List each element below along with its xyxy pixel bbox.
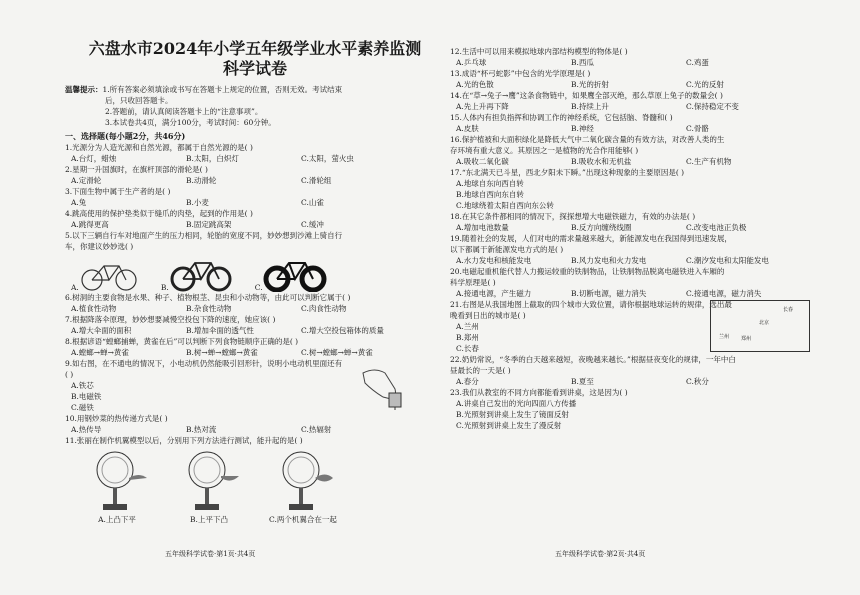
option: C.光照射到讲桌上发生了漫反射 xyxy=(456,421,562,430)
option: B.光的折射 xyxy=(571,80,609,89)
option: C.潮汐发电和太阳能发电 xyxy=(686,256,769,265)
bike-b xyxy=(161,254,233,292)
options-19 xyxy=(450,255,830,266)
options-14 xyxy=(450,101,830,112)
options-1 xyxy=(65,153,445,164)
options-6 xyxy=(65,303,445,314)
option: C.地球绕着太阳自西向东公转 xyxy=(456,201,554,210)
question-16: 16.保护植被和大面积绿化是降低大气中二氧化碳含量的有效方法，对改善人类的生 xyxy=(450,135,725,144)
question-3: 3.下面生物中属于生产者的是( ) xyxy=(65,187,171,196)
question-23: 23.我们从教室的不同方向都能看到讲桌，这是因为( ) xyxy=(450,388,628,397)
option: A.地球自东向西自转 xyxy=(456,179,524,188)
option: B.风力发电和火力发电 xyxy=(571,256,647,265)
option: A.螳螂→蝉→黄雀 xyxy=(71,348,129,357)
options-22 xyxy=(450,376,830,387)
map-label: 长春 xyxy=(783,307,794,313)
bike-a xyxy=(71,258,139,292)
question-16b: 存环境有重大意义。其原因之一是植物的光合作用能够( ) xyxy=(450,146,639,155)
question-9: 9.如右图，在不通电的情况下，小电动机仍然能吸引回形针，说明小电动机里面还有 xyxy=(65,359,343,368)
option: C.长春 xyxy=(456,344,479,353)
option: A.上凸下平 xyxy=(98,515,136,524)
map-label: 兰州 xyxy=(719,334,730,340)
option: B.光照射到讲桌上发生了镜面反射 xyxy=(456,410,569,419)
option: C.热辐射 xyxy=(301,425,332,434)
question-18: 18.在其它条件都相同的情况下，探探想增大电磁铁磁力，有效的办法是( ) xyxy=(450,212,696,221)
option: C.增大空投包箱体的质量 xyxy=(301,326,384,335)
option: A.接通电源，产生磁力 xyxy=(456,289,532,298)
option: C.肉食性动物 xyxy=(301,304,347,313)
options-10 xyxy=(65,424,445,435)
options-4 xyxy=(65,219,445,230)
option: B.郑州 xyxy=(456,333,479,342)
option: B.反方向缠绕线圈 xyxy=(571,223,632,232)
option: C. xyxy=(254,283,263,292)
bicycle-icon xyxy=(169,254,233,292)
option: B.小麦 xyxy=(186,198,209,207)
motor-hand-icon xyxy=(355,363,415,411)
bike-images xyxy=(65,252,445,292)
option: B.上平下凸 xyxy=(190,515,228,524)
question-22: 22.奶奶常说，“冬季的白天越来越短，夜晚越来越长。”根据昼夜变化的规律，一年中白 xyxy=(450,355,736,364)
options-20 xyxy=(450,288,830,299)
option: C.滑轮组 xyxy=(301,176,332,185)
question-12: 12.生活中可以用来模拟地球内部结构模型的物体是( ) xyxy=(450,47,628,56)
option: A.水力发电和核能发电 xyxy=(456,256,532,265)
tip-3: 3.本试卷共4页，满分100分，考试时间：60分钟。 xyxy=(105,118,276,127)
option: B.电磁铁 xyxy=(71,392,102,401)
option: B.固定跳高架 xyxy=(186,220,232,229)
option: B.持续上升 xyxy=(571,102,609,111)
question-22b: 昼最长的一天是( ) xyxy=(450,366,511,375)
question-7: 7.根据降落伞原理，妙妙想要减慢空投包下降的速度，她应该( ) xyxy=(65,315,276,324)
option: B.地球自西向东自转 xyxy=(456,190,524,199)
option: B.杂食性动物 xyxy=(186,304,232,313)
options-16 xyxy=(450,156,830,167)
fan-wing-icon xyxy=(85,448,149,514)
option: A.台灯，蜡烛 xyxy=(71,154,117,163)
option: C.生产有机物 xyxy=(686,157,732,166)
bicycle-icon xyxy=(79,258,139,292)
question-4: 4.跳高使用的保护垫类似于缝爪的肉垫，起到的作用是( ) xyxy=(65,209,253,218)
question-17: 17.“东北满天已斗星，西北夕阳未下瞬。”出现这种现象的主要原因是( ) xyxy=(450,168,685,177)
option: C.两个机翼合在一起 xyxy=(269,515,337,524)
option: C.秋分 xyxy=(686,377,709,386)
tips-head: 温馨提示： xyxy=(65,85,103,94)
fan-b xyxy=(177,448,241,525)
option: C.山雀 xyxy=(301,198,324,207)
question-14: 14.在“草→兔子→鹰”这条食物链中，如果鹰全部灭绝，那么草原上兔子的数量会( ) xyxy=(450,91,723,100)
option: B.吸收水和无机盐 xyxy=(571,157,632,166)
map-label: 郑州 xyxy=(741,336,752,342)
options-8 xyxy=(65,347,445,358)
options-7 xyxy=(65,325,445,336)
tip-1b: 后，只收回答题卡。 xyxy=(105,96,173,105)
option: C.接通电源，磁力消失 xyxy=(686,289,762,298)
fan-wing-icon xyxy=(177,448,241,514)
option: B.动滑轮 xyxy=(186,176,217,185)
left-page xyxy=(65,40,445,525)
option: B.热对流 xyxy=(186,425,217,434)
right-page xyxy=(450,46,830,431)
option: A.跳得更高 xyxy=(71,220,109,229)
question-11: 11.张丽在制作机翼模型以后，分别用下列方法进行测试，能升起的是( ) xyxy=(65,436,303,445)
option: A.兰州 xyxy=(456,322,479,331)
question-20b: 科学原理是( ) xyxy=(450,278,496,287)
option: A.光的色散 xyxy=(456,80,494,89)
fan-wing-icon xyxy=(271,448,335,514)
option: B.树→蝉→螳螂→黄雀 xyxy=(186,348,258,357)
option: A.热传导 xyxy=(71,425,102,434)
options-13 xyxy=(450,79,830,90)
question-19b: 以下都属于新能源发电方式的是( ) xyxy=(450,245,564,254)
option: C.树→螳螂→蝉→黄雀 xyxy=(301,348,373,357)
question-10: 10.用钢炒菜的热传递方式是( ) xyxy=(65,414,168,423)
option: A.讲桌自己发出的光向四面八方传播 xyxy=(456,399,577,408)
question-6: 6.树洞的主要食物是水果、种子、植物根茎、昆虫和小动物等，由此可以判断它属于( ) xyxy=(65,293,351,302)
option: A.乒乓球 xyxy=(456,58,487,67)
question-9b: ( ) xyxy=(65,370,74,379)
exam-subtitle: 科学试卷 xyxy=(222,59,287,78)
tip-1: 1.所有答案必须填涂或书写在答题卡上规定的位置，否则无效。考试结束 xyxy=(102,85,343,94)
page-footer-2: 五年级科学试卷·第2页·共4页 xyxy=(555,550,646,558)
option: A.植食性动物 xyxy=(71,304,117,313)
tips-block xyxy=(65,84,445,128)
bicycle-icon xyxy=(263,254,327,292)
option: C.磁铁 xyxy=(71,403,94,412)
fan-images xyxy=(65,448,445,525)
question-20: 20.电磁起重机能代替人力搬运较重的铁制物品，让铁制物品脱离电磁铁进入车厢的 xyxy=(450,267,725,276)
question-21b: 晚看到日出的城市是( ) xyxy=(450,311,526,320)
question-19: 19.随着社会的发展，人们对电的需求量越来越大，新能源发电在我国得到迅速发展， xyxy=(450,234,732,243)
option: C.太阳，萤火虫 xyxy=(301,154,354,163)
option: B.太阳，白炽灯 xyxy=(186,154,239,163)
option: A.定滑轮 xyxy=(71,176,102,185)
options-2 xyxy=(65,175,445,186)
option: B.夏至 xyxy=(571,377,594,386)
option: B.西瓜 xyxy=(571,58,594,67)
option: C.骨骼 xyxy=(686,124,709,133)
bike-c xyxy=(255,254,327,292)
option: C.光的反射 xyxy=(686,80,724,89)
question-2: 2.星期一升国旗时，在旗杆顶部的滑轮是( ) xyxy=(65,165,208,174)
question-1: 1.光源分为人造光源和自然光源，都属于自然光源的是( ) xyxy=(65,143,253,152)
city-map xyxy=(710,300,810,352)
fan-a xyxy=(85,448,149,525)
option: A.铁芯 xyxy=(71,381,94,390)
option: A.皮肤 xyxy=(456,124,479,133)
exam-title: 六盘水市2024年小学五年级学业水平素养监测 xyxy=(88,39,422,58)
option: A. xyxy=(71,283,79,292)
option: C.保持稳定不变 xyxy=(686,102,739,111)
question-8: 8.根据谚语“螳螂捕蝉，黄雀在后”可以判断下列食物链顺序正确的是( ) xyxy=(65,337,299,346)
option: B. xyxy=(160,283,169,292)
section-title: 一、选择题(每小题2分，共46分) xyxy=(65,131,186,141)
option: A.吸收二氧化碳 xyxy=(456,157,509,166)
option: C.改变电池正负极 xyxy=(686,223,747,232)
option: B.增加伞面的透气性 xyxy=(186,326,254,335)
map-label: 北京 xyxy=(759,320,770,326)
question-5: 5.以下三辆自行车对地面产生的压力相同，轮胎的宽度不同，妙妙想到沙滩上骑自行 xyxy=(65,231,343,240)
option: A.春分 xyxy=(456,377,479,386)
question-21-body xyxy=(450,307,830,354)
option: B.切断电源，磁力消失 xyxy=(571,289,647,298)
option: B.神经 xyxy=(571,124,594,133)
option: A.先上升再下降 xyxy=(456,102,509,111)
fan-c xyxy=(269,448,337,525)
question-21: 21.右图是从我国地图上截取的四个城市大致位置，请你根据地球运转的规律，选出最 xyxy=(450,300,732,309)
question-9-body xyxy=(65,369,445,413)
question-5b: 车，你建议妙妙选( ) xyxy=(65,242,134,251)
option: A.增大伞面的面积 xyxy=(71,326,132,335)
option: C.缓冲 xyxy=(301,220,324,229)
option: A.增加电池数量 xyxy=(456,223,509,232)
question-13: 13.成语“杯弓蛇影”中包含的光学原理是( ) xyxy=(450,69,591,78)
tip-2: 2.答题前，请认真阅读答题卡上的“注意事项”。 xyxy=(105,107,263,116)
options-3 xyxy=(65,197,445,208)
page-footer-1: 五年级科学试卷·第1页·共4页 xyxy=(165,550,256,558)
question-15: 15.人体内有担负指挥和协调工作的神经系统，它包括脑、脊髓和( ) xyxy=(450,113,673,122)
option: C.鸡蛋 xyxy=(686,58,709,67)
option: A.兔 xyxy=(71,198,87,207)
options-18 xyxy=(450,222,830,233)
options-15 xyxy=(450,123,830,134)
options-12 xyxy=(450,57,830,68)
